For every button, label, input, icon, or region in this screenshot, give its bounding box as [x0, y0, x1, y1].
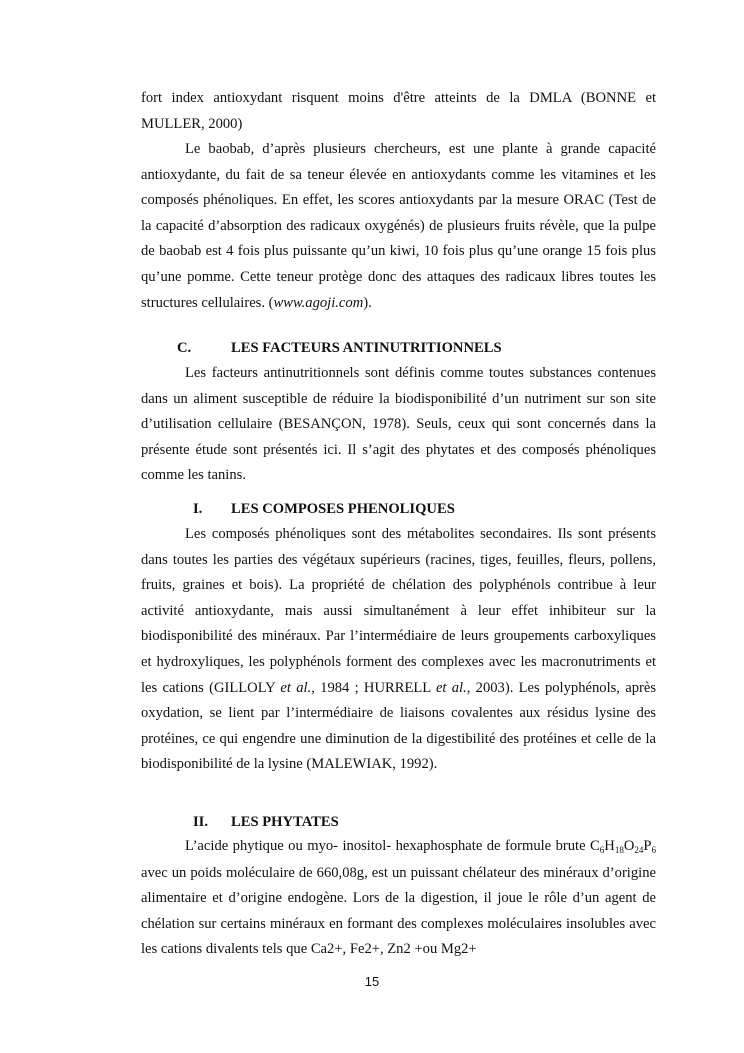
paragraph-baobab-text: Le baobab, d’après plusieurs chercheurs, est une plante à grande capacité antioxydante, du fait de sa teneur élevée en antioxydants comme les vitamines et les composés phénoliques. En effet, les scores antioxydants par la mesure ORAC (Test de la capacité d’absorption des radicaux oxygénés) de plusieurs fruits révèle, que la pulpe de baobab est 4 fois plus puissante qu’un kiwi, 10 fois plus qu’une orange 15 fois plus qu’une pomme. Cette teneur protège donc des attaques des radicaux libres toutes les structures cellulaires. (: [141, 141, 656, 311]
source-url: www.agoji.com: [273, 294, 364, 311]
section-title-composes-phenoliques: LES COMPOSES PHENOLIQUES: [231, 501, 455, 517]
section-number-i: I.: [193, 501, 203, 517]
paragraph-composes-phenoliques: [141, 522, 656, 778]
section-title-phytates: LES PHYTATES: [231, 814, 339, 830]
paragraph-baobab-end: ).: [363, 294, 372, 311]
section-number-ii: II.: [193, 814, 209, 830]
chemical-formula: $C_6H_{18}O_{24}P_6$: [590, 838, 656, 855]
citation-et-al-2: et al.: [435, 679, 467, 696]
citation-et-al-1: et al.: [280, 679, 312, 696]
paragraph-phenoliques-end: , 2003). Les polyphénols, après oxydation, se lient par l’intermédiaire de liaisons covalentes aux résidus lysine des protéines, ce qui engendre une diminution de la digestibilité des protéines et celle de la biodisponibilité de la lysine (MALEWIAK, 1992).: [141, 679, 657, 773]
paragraph-antinutritionnels: [141, 361, 656, 489]
page-number: 15: [364, 974, 380, 989]
paragraph-phytates: [141, 834, 656, 963]
section-title-antinutritionnels: LES FACTEURS ANTINUTRITIONNELS: [231, 340, 502, 356]
paragraph-antinutritionnels-text: Les facteurs antinutritionnels sont définis comme toutes substances contenues dans un aliment susceptible de réduire la biodisponibilité d’un nutriment sur son site d’utilisation cellulaire (BESANÇON, 1978). Seuls, ceux qui sont concernés dans la présente étude sont présentés ici. Il s’agit des phytates et des composés phénoliques comme les tanins.: [141, 365, 656, 484]
paragraph-phytates-end: avec un poids moléculaire de 660,08g, est un puissant chélateur des minéraux d’origine alimentaire et d’origine endogène. Lors de la digestion, il joue le rôle d’un agent de chélation sur certains minéraux en formant des complexes moléculaires insolubles avec les cations divalents tels que Ca2+, Fe2+, Zn2 +ou Mg2+: [141, 864, 656, 958]
section-number-c: C.: [177, 340, 192, 356]
paragraph-phenoliques-text: Les composés phénoliques sont des métabolites secondaires. Ils sont présents dans toutes les parties des végétaux supérieurs (racines, tiges, feuilles, fleurs, pollens, fruits, graines et bois). La propriété de chélation des polyphénols contribue à leur activité antioxydante, mais aussi simultanément à leur effet inhibiteur sur la biodisponibilité des minéraux. Par l’intermédiaire de leurs groupements carboxyliques et hydroxyliques, les polyphénols forment des complexes avec les macronutriments et les cations (GILLOLY: [141, 526, 656, 696]
paragraph-phytates-start: L’acide phytique ou myo- inositol- hexaphosphate de formule brute: [185, 838, 591, 854]
paragraph-phenoliques-mid: , 1984 ; HURRELL: [311, 679, 436, 696]
paragraph-dmla: [141, 86, 656, 137]
paragraph-baobab: [141, 137, 656, 316]
paragraph-dmla-text: fort index antioxydant risquent moins d'être atteints de la DMLA (BONNE et MULLER, 2000): [141, 90, 656, 132]
